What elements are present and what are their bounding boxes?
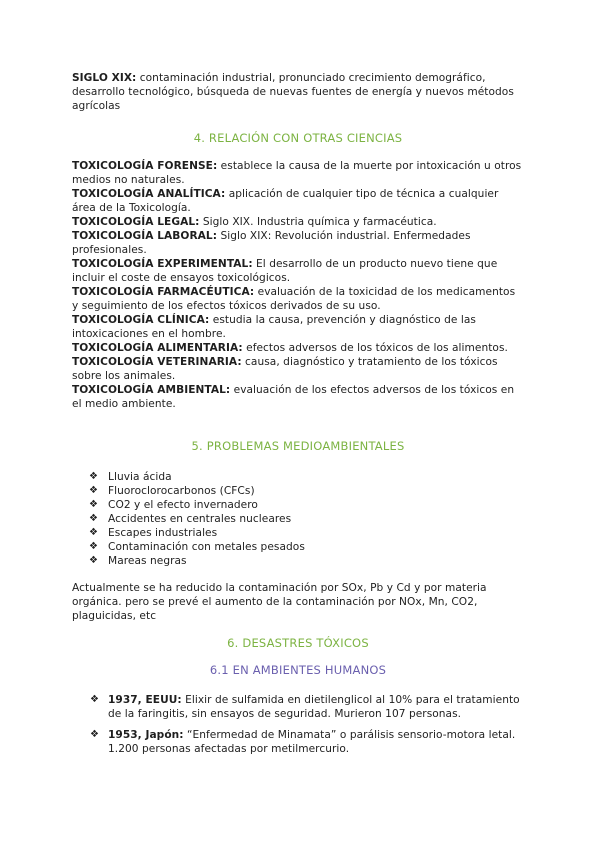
- list-item-text: Contaminación con metales pesados: [108, 541, 305, 553]
- list-item-text: CO2 y el efecto invernadero: [108, 499, 258, 511]
- list-item-text: Fluoroclorocarbonos (CFCs): [108, 485, 255, 497]
- toxicology-text: evaluación de la toxicidad de los medicamentos y seguimiento de los efectos tóxicos derivados de su uso.: [72, 286, 516, 312]
- toxicology-item: [72, 355, 524, 383]
- list-item: [89, 470, 524, 484]
- list-item: [89, 498, 524, 512]
- toxicology-label: TOXICOLOGÍA FARMACÉUTICA:: [72, 286, 255, 298]
- section-6-heading: 6. DESASTRES TÓXICOS: [227, 636, 369, 650]
- toxicology-item: [72, 257, 524, 285]
- section-4-heading: 4. RELACIÓN CON OTRAS CIENCIAS: [193, 131, 403, 145]
- section-6-1-subheading: 6.1 EN AMBIENTES HUMANOS: [209, 663, 387, 677]
- toxicology-text: evaluación de los efectos adversos de los tóxicos en el medio ambiente.: [72, 384, 515, 410]
- diamond-bullet-icon: ❖: [89, 513, 99, 524]
- toxicology-label: TOXICOLOGÍA LEGAL:: [72, 216, 200, 228]
- environmental-problems-list: [72, 470, 524, 568]
- disaster-label: 1953, Japón:: [108, 729, 184, 741]
- diamond-bullet-icon: ❖: [89, 485, 99, 496]
- toxicology-item: [72, 215, 524, 229]
- toxicology-item: [72, 187, 524, 215]
- list-item: [89, 484, 524, 498]
- diamond-bullet-icon: ❖: [90, 694, 100, 705]
- list-item: [89, 526, 524, 540]
- toxicology-item: [72, 313, 524, 341]
- disaster-text: Elixir de sulfamida en dietilenglicol al 10% para el tratamiento de la faringitis, sin ensayos de seguridad. Murieron 107 personas.: [108, 694, 520, 720]
- toxicology-label: TOXICOLOGÍA LABORAL:: [72, 230, 218, 242]
- toxicology-label: TOXICOLOGÍA ANALÍTICA:: [72, 188, 226, 200]
- list-item: [89, 554, 524, 568]
- section-5-heading: 5. PROBLEMAS MEDIOAMBIENTALES: [191, 439, 405, 453]
- list-item-text: Escapes industriales: [108, 527, 218, 539]
- disaster-label: 1937, EEUU:: [108, 694, 182, 706]
- diamond-bullet-icon: ❖: [89, 541, 99, 552]
- section-4-list: [72, 159, 524, 411]
- toxicology-text: Siglo XIX. Industria química y farmacéutica.: [199, 216, 437, 228]
- diamond-bullet-icon: ❖: [90, 729, 100, 740]
- toxicology-label: TOXICOLOGÍA CLÍNICA:: [72, 314, 210, 326]
- disaster-text: “Enfermedad de Minamata” o parálisis sensorio-motora letal. 1.200 personas afectadas por metilmercurio.: [108, 729, 516, 755]
- toxicology-text: causa, diagnóstico y tratamiento de los tóxicos sobre los animales.: [72, 356, 498, 382]
- diamond-bullet-icon: ❖: [89, 555, 99, 566]
- diamond-bullet-icon: ❖: [89, 471, 99, 482]
- page-content: [72, 71, 524, 763]
- toxicology-label: TOXICOLOGÍA ALIMENTARIA:: [72, 342, 243, 354]
- intro-text: contaminación industrial, pronunciado crecimiento demográfico, desarrollo tecnológico, búsqueda de nuevas fuentes de energía y nuevos métodos agrícolas: [72, 72, 514, 112]
- list-item: [90, 728, 524, 756]
- diamond-bullet-icon: ❖: [89, 499, 99, 510]
- list-item-text: Lluvia ácida: [108, 471, 172, 483]
- toxicology-label: TOXICOLOGÍA EXPERIMENTAL:: [72, 258, 253, 270]
- list-item: [89, 540, 524, 554]
- list-item-text: Mareas negras: [108, 555, 187, 567]
- toxicology-item: [72, 285, 524, 313]
- toxicology-item: [72, 383, 524, 411]
- list-item: [89, 512, 524, 526]
- diamond-bullet-icon: ❖: [89, 527, 99, 538]
- toxicology-text: aplicación de cualquier tipo de técnica a cualquier área de la Toxicología.: [72, 188, 499, 214]
- toxicology-text: El desarrollo de un producto nuevo tiene que incluir el coste de ensayos toxicológicos.: [72, 258, 498, 284]
- toxicology-label: TOXICOLOGÍA VETERINARIA:: [72, 356, 242, 368]
- toxicology-item: [72, 341, 524, 355]
- intro-paragraph: [72, 71, 524, 113]
- toxicology-item: [72, 229, 524, 257]
- intro-label: SIGLO XIX:: [72, 72, 137, 84]
- toxicology-text: efectos adversos de los tóxicos de los alimentos.: [242, 342, 508, 354]
- toxicology-text: Siglo XIX: Revolución industrial. Enfermedades profesionales.: [72, 230, 471, 256]
- list-item-text: Accidentes en centrales nucleares: [108, 513, 292, 525]
- toxicology-label: TOXICOLOGÍA FORENSE:: [72, 160, 218, 172]
- toxicology-item: [72, 159, 524, 187]
- toxicology-text: estudia la causa, prevención y diagnóstico de las intoxicaciones en el hombre.: [72, 314, 476, 340]
- disasters-list: [72, 693, 524, 756]
- list-item: [90, 693, 524, 721]
- toxicology-label: TOXICOLOGÍA AMBIENTAL:: [72, 384, 231, 396]
- toxicology-text: establece la causa de la muerte por intoxicación u otros medios no naturales.: [72, 160, 522, 186]
- pollution-paragraph: Actualmente se ha reducido la contaminación por SOx, Pb y Cd y por materia orgánica. pero se prevé el aumento de la contaminación por NOx, Mn, CO2, plaguicidas, etc: [72, 582, 487, 622]
